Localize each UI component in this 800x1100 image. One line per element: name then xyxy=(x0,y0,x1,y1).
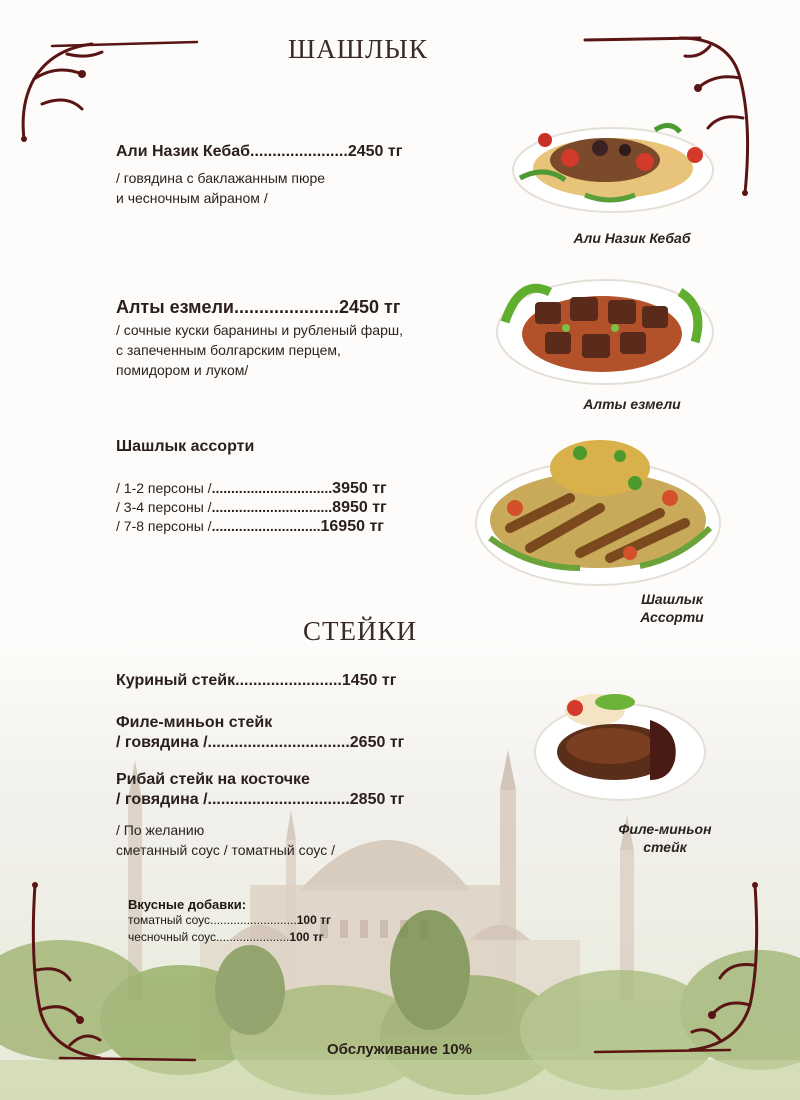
row-price: 3950 тг xyxy=(332,480,387,497)
description-line: / говядина с баклажанным пюре xyxy=(116,170,326,186)
item-price: 1450 тг xyxy=(341,672,397,689)
row-price: 16950 тг xyxy=(320,518,384,535)
dish-photo-ali-nazik xyxy=(505,100,720,225)
description-line: / сочные куски баранины и рубленый фарш, xyxy=(116,322,403,338)
note-line: / По желанию xyxy=(116,822,205,838)
extras-row-1 xyxy=(128,913,331,927)
row-label: / 7-8 персоны / xyxy=(116,518,212,534)
section-title-steaks: СТЕЙКИ xyxy=(303,616,417,646)
dish-caption xyxy=(612,590,732,626)
dish-caption xyxy=(595,820,735,856)
menu-item-ribeye-name: Рибай стейк на косточке xyxy=(116,771,310,788)
note-line: сметанный соус / томатный соус / xyxy=(116,842,335,858)
item-sub: / говядина / xyxy=(116,734,208,751)
caption-line: Филе-миньон xyxy=(618,821,712,837)
extra-dots: .......................... xyxy=(210,913,297,927)
item-price: 2650 тг xyxy=(349,734,405,751)
row-label: / 1-2 персоны / xyxy=(116,480,212,496)
menu-item-ali-nazik xyxy=(116,143,402,161)
menu-item-assorti: Шашлык ассорти xyxy=(116,438,255,455)
assorti-row-2 xyxy=(116,499,387,517)
item-dots: ........................ xyxy=(235,672,342,689)
extras-title: Вкусные добавки: xyxy=(128,897,247,912)
extra-label: томатный соус xyxy=(128,913,211,927)
sauce-note xyxy=(116,820,335,860)
caption-line: стейк xyxy=(643,839,687,855)
description-line: и чесночным айраном / xyxy=(116,190,268,206)
item-price: 2450 тг xyxy=(339,297,401,317)
assorti-row-3 xyxy=(116,518,384,536)
row-dots: ............................ xyxy=(211,518,321,534)
item-dots: ...................... xyxy=(250,143,348,160)
item-description xyxy=(116,320,403,380)
menu-item-alty-ezmeli xyxy=(116,297,400,318)
item-name: Али Назик Кебаб xyxy=(116,143,251,160)
assorti-row-1 xyxy=(116,480,387,498)
section-title-shashlyk: ШАШЛЫК xyxy=(288,34,428,64)
dish-caption: Али Назик Кебаб xyxy=(573,230,691,246)
caption-line: Ассорти xyxy=(640,609,704,625)
extra-price: 100 тг xyxy=(289,930,324,944)
menu-item-filet-name: Филе-миньон стейк xyxy=(116,714,273,731)
item-dots: ..................... xyxy=(233,297,339,317)
corner-ornament-bottom-right xyxy=(590,880,770,1060)
corner-ornament-top-left xyxy=(12,34,202,144)
description-line: помидором и луком/ xyxy=(116,362,249,378)
menu-item-chicken-steak xyxy=(116,672,396,690)
item-dots: ................................ xyxy=(207,791,350,808)
dish-photo-assorti xyxy=(470,428,725,593)
item-name: Куриный стейк xyxy=(116,672,236,689)
item-price: 2450 тг xyxy=(347,143,403,160)
item-dots: ................................ xyxy=(207,734,350,751)
extra-label: чесночный соус xyxy=(128,930,217,944)
extras-row-2 xyxy=(128,930,324,944)
row-price: 8950 тг xyxy=(332,499,387,516)
menu-item-filet-price-line xyxy=(116,734,404,752)
menu-item-ribeye-price-line xyxy=(116,791,404,809)
service-charge-note: Обслуживание 10% xyxy=(327,1041,472,1058)
dish-photo-filet-mignon xyxy=(530,680,710,805)
item-sub: / говядина / xyxy=(116,791,208,808)
dish-photo-alty-ezmeli xyxy=(490,262,720,392)
item-price: 2850 тг xyxy=(349,791,405,808)
item-name: Алты езмели xyxy=(116,297,234,317)
extra-price: 100 тг xyxy=(296,913,331,927)
row-dots: ............................... xyxy=(211,499,333,515)
extra-dots: ...................... xyxy=(216,930,290,944)
dish-caption: Алты езмели xyxy=(583,396,681,412)
row-dots: ............................... xyxy=(211,480,333,496)
caption-line: Шашлык xyxy=(641,591,703,607)
row-label: / 3-4 персоны / xyxy=(116,499,212,515)
description-line: с запеченным болгарским перцем, xyxy=(116,342,341,358)
item-description xyxy=(116,168,325,208)
